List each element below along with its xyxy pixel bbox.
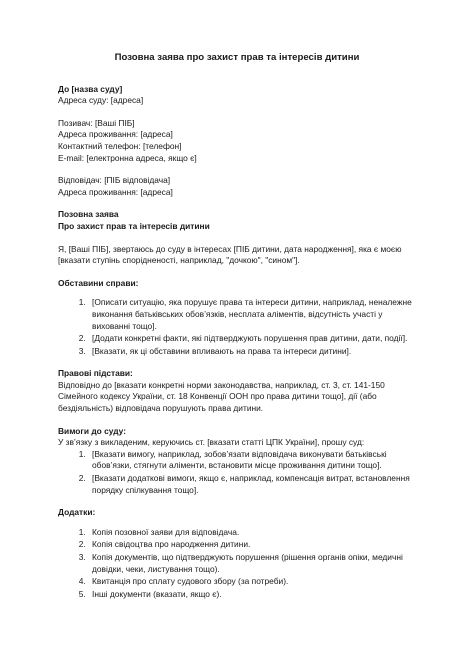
circumstances-list <box>58 297 416 357</box>
list-item: 4. Квитанція про сплату судового збору (за потреби). <box>88 576 416 588</box>
attachments-list <box>58 527 416 601</box>
demands-list <box>58 449 416 496</box>
list-item: 1. Копія позовної заяви для відповідача. <box>88 527 416 539</box>
legal-heading: Правові підстави: <box>58 368 133 379</box>
claim-heading-line1: Позовна заява <box>58 209 119 220</box>
defendant-name: Відповідач: [ПІБ відповідача] <box>58 175 171 186</box>
intro-block <box>58 244 416 267</box>
list-item: 1. [Вказати вимогу, наприклад, зобов’язати відповідача виконувати батьківські обов’язки, стягнути аліменти, встановити місце проживання дитини тощо]. <box>88 449 416 472</box>
claim-heading <box>58 209 416 232</box>
plaintiff-address: Адреса проживання: [адреса] <box>58 129 173 140</box>
defendant-block <box>58 175 416 198</box>
intro-paragraph: Я, [Ваші ПІБ], звертаюсь до суду в інтересах [ПІБ дитини, дата народження], яка є моєю [вказати ступінь спорідненості, наприклад, "дочкою", "сином"]. <box>58 243 402 266</box>
list-item: 1. [Описати ситуацію, яка порушує права та інтереси дитини, наприклад, неналежне виконання батьківських обов’язків, несплата аліментів, відсутність участі у вихованні тощо]. <box>88 297 416 332</box>
plaintiff-name: Позивач: [Ваші ПІБ] <box>58 117 135 128</box>
attachments-heading: Додатки: <box>58 507 96 518</box>
plaintiff-block <box>58 118 416 164</box>
document-title: Позовна заява про захист прав та інтересів дитини <box>114 52 360 63</box>
circumstances-heading: Обставини справи: <box>58 277 139 288</box>
list-item: 3. [Вказати, як ці обставини впливають на права та інтереси дитини]. <box>88 346 416 358</box>
list-item: 2. [Вказати додаткові вимоги, якщо є, наприклад, компенсація витрат, встановлення порядку спілкування тощо]. <box>88 473 416 496</box>
defendant-address: Адреса проживання: [адреса] <box>58 186 173 197</box>
list-item: 2. [Додати конкретні факти, які підтверджують порушення прав дитини, дати, події]. <box>88 333 416 345</box>
court-address: Адреса суду: [адреса] <box>58 95 144 106</box>
plaintiff-email: E-mail: [електронна адреса, якщо є] <box>58 152 197 163</box>
legal-text: Відповідно до [вказати конкретні норми законодавства, наприклад, ст. 3, ст. 141-150 Сімейного кодексу України, ст. 18 Конвенції ООН про права дитини тощо], дії (або бездіяльність) відповідача порушують права дитини. <box>58 379 385 414</box>
plaintiff-phone: Контактний телефон: [телефон] <box>58 140 182 151</box>
list-item: 2. Копія свідоцтва про народження дитини. <box>88 539 416 551</box>
demands-section <box>58 426 416 497</box>
demands-heading: Вимоги до суду: <box>58 425 126 436</box>
court-block <box>58 84 416 107</box>
attachments-section <box>58 507 416 600</box>
list-item: 5. Інші документи (вказати, якщо є). <box>88 589 416 601</box>
court-name: До [назва суду] <box>58 83 123 94</box>
legal-section <box>58 368 416 414</box>
list-item: 3. Копія документів, що підтверджують порушення (рішення органів опіки, медичні довідки, чеки, листування тощо). <box>88 552 416 575</box>
circumstances-section <box>58 278 416 358</box>
claim-heading-line2: Про захист прав та інтересів дитини <box>58 220 210 231</box>
demands-intro: У зв’язку з викладеним, керуючись ст. [вказати статті ЦПК України], прошу суд: <box>58 437 365 448</box>
